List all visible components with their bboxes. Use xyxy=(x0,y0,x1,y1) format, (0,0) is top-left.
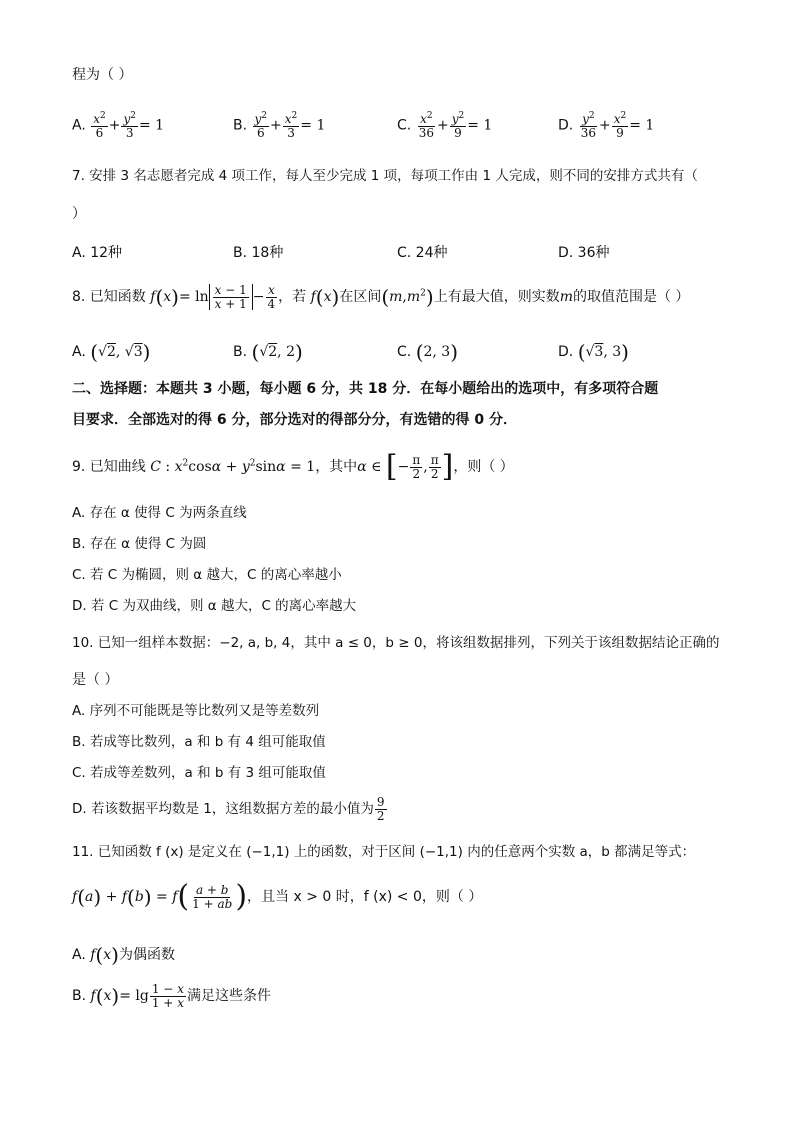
q11-option-b: B. f(x)= lg $\frac{1 - x}{1 + x}$ 满足这些条件 xyxy=(72,982,271,1010)
q6-option-b: B. $\frac{y^2}{6}$ + $\frac{x^2}{3}$ = 1 xyxy=(233,111,326,140)
q8-option-c: C. (2, 3) xyxy=(397,340,459,364)
question-7-cont: ） xyxy=(72,206,86,222)
q10-option-d: D. 若该数据平均数是 1，这组数据方差的最小值为 $\frac{9}{2}$ xyxy=(72,795,385,823)
section-2-heading-cont: 目要求．全部选对的得 6 分，部分选对的得部分分，有选错的得 0 分． xyxy=(72,412,517,428)
q6-option-d: D. $\frac{y^2}{36}$ + $\frac{x^2}{9}$ = 1 xyxy=(558,111,655,140)
q9-option-c: C. 若 C 为椭圆，则 α 越大，C 的离心率越小 xyxy=(72,567,342,583)
q8-option-b: B. (√2, 2) xyxy=(233,340,303,364)
section-2-heading: 二、选择题：本题共 3 小题，每小题 6 分，共 18 分．在每小题给出的选项中，有多项符合题 xyxy=(72,381,659,397)
question-7: 7. 安排 3 名志愿者完成 4 项工作，每人至少完成 1 项，每项工作由 1 人完成，则不同的安排方式共有（ xyxy=(72,168,698,184)
question-9: 9. 已知曲线 C : $x^2\cos\alpha + y^2\sin\alpha = 1$，其中α ∈ [− $\frac{\pi}{2}$ , $\frac{\pi}{2}$ ]，则（ ） xyxy=(72,449,514,484)
question-10: 10. 已知一组样本数据：−2, a, b, 4，其中 a ≤ 0，b ≥ 0，将该组数据排列，下列关于该组数据结论正确的 xyxy=(72,635,720,651)
text-line: 程为（ ） xyxy=(72,67,133,83)
q9-option-a: A. 存在 α 使得 C 为两条直线 xyxy=(72,505,247,521)
q7-option-d: D. 36种 xyxy=(558,245,610,261)
question-11: 11. 已知函数 f (x) 是定义在 (−1,1) 上的函数，对于区间 (−1,1) 内的任意两个实数 a，b 都满足等式： xyxy=(72,844,696,860)
question-8: 8. 已知函数 f(x)= ln $\frac{x - 1}{x + 1}$ − $\frac{x}{4}$ ，若 f(x)在区间$(m,m^2)$上有最大值，则实数m的取值范围是（ ） xyxy=(72,283,690,311)
q9-option-b: B. 存在 α 使得 C 为圆 xyxy=(72,536,207,552)
q6-option-c: C. $\frac{x^2}{36}$ + $\frac{y^2}{9}$ = 1 xyxy=(397,111,493,140)
q7-option-a: A. 12种 xyxy=(72,245,123,261)
q9-option-d: D. 若 C 为双曲线，则 α 越大，C 的离心率越大 xyxy=(72,598,357,614)
q6-option-a: A. $\frac{x^2}{6}$ + $\frac{y^2}{3}$ = 1 xyxy=(72,111,165,140)
question-11-formula: f(a) + f(b) = f( $\frac{a + b}{1 + ab}$ )，且当 x > 0 时，f (x) < 0，则（ ） xyxy=(72,879,483,914)
question-10-cont: 是（ ） xyxy=(72,672,119,688)
q10-option-a: A. 序列不可能既是等比数列又是等差数列 xyxy=(72,703,320,719)
q8-option-a: A. (√2, √3) xyxy=(72,340,151,364)
q10-option-c: C. 若成等差数列，a 和 b 有 3 组可能取值 xyxy=(72,765,326,781)
q7-option-b: B. 18种 xyxy=(233,245,284,261)
q8-option-d: D. (√3, 3) xyxy=(558,340,629,364)
q10-option-b: B. 若成等比数列，a 和 b 有 4 组可能取值 xyxy=(72,734,326,750)
q11-option-a: A. f(x)为偶函数 xyxy=(72,943,175,967)
q7-option-c: C. 24种 xyxy=(397,245,448,261)
